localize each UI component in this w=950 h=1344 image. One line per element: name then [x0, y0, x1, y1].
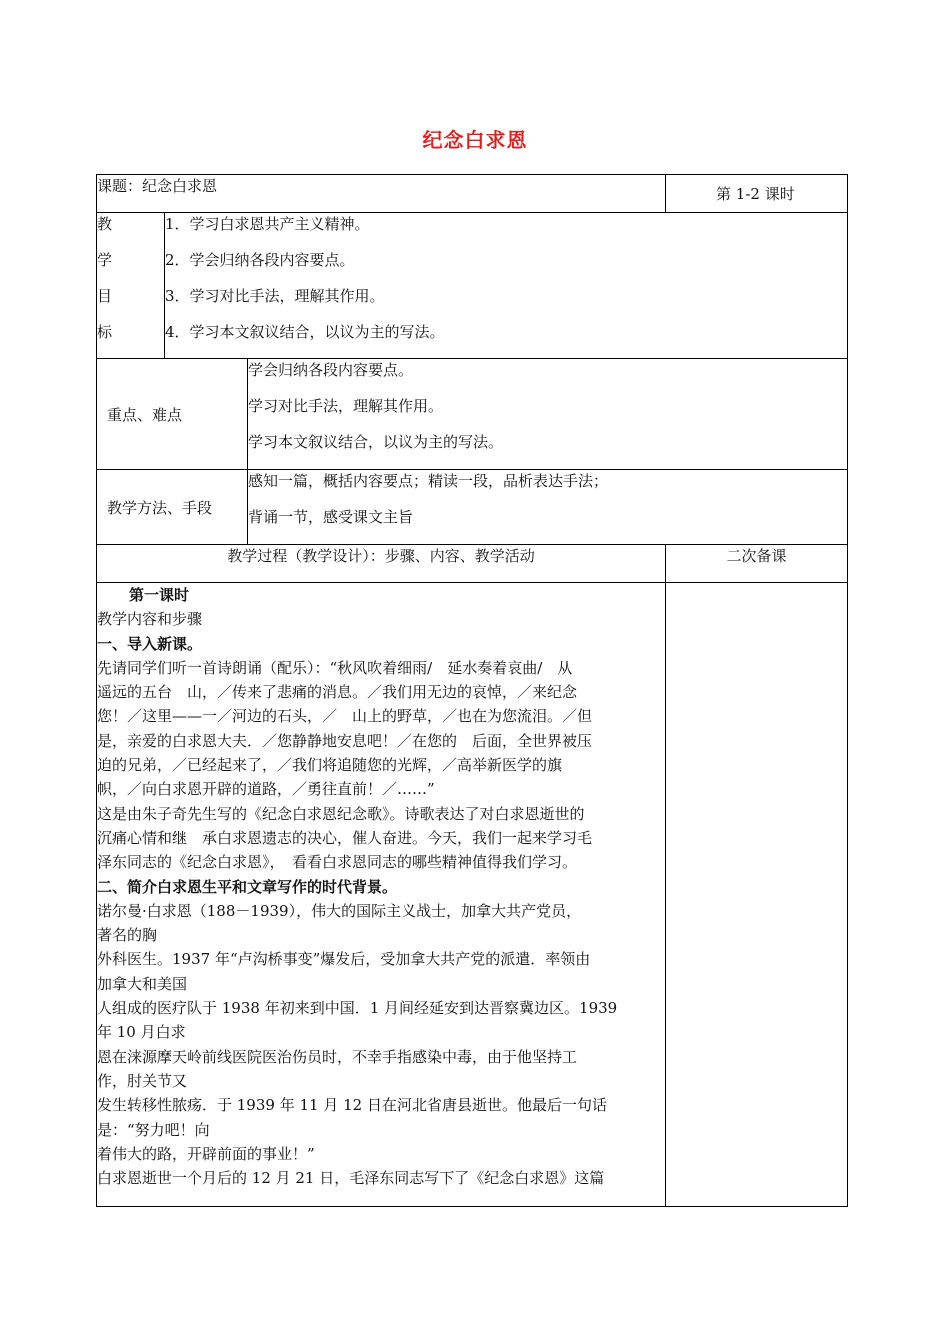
second-prep-cell — [666, 583, 848, 1207]
bio-line: 白求恩逝世一个月后的 12 月 21 日，毛泽东同志写下了《纪念白求恩》这篇 — [97, 1169, 605, 1188]
bio-line: 诺尔曼·白求恩（188－1939），伟大的国际主义战士，加拿大共产党员， — [97, 901, 582, 920]
poem-line: 先请同学们听一首诗朗诵（配乐）：“秋风吹着细雨/ 延水奏着哀曲/ 从 — [97, 658, 573, 677]
objective-item: 1．学习白求恩共产主义精神。 — [165, 215, 370, 233]
methods-label: 教学方法、手段 — [97, 470, 248, 544]
objectives-label — [97, 213, 165, 359]
intro-line: 沉痛心情和继 承白求恩遗志的决心，催人奋进。今天，我们一起来学习毛 — [97, 828, 593, 847]
key-points-cell — [97, 359, 848, 470]
methods-list — [248, 470, 848, 544]
section-heading: 二、简介白求恩生平和文章写作的时代背景。 — [97, 877, 398, 896]
process-header-row — [97, 545, 848, 583]
bio-line: 加拿大和美国 — [97, 974, 188, 993]
poem-line: 是，亲爱的白求恩大夫．／您静静地安息吧！／在您的 后面，全世界被压 — [97, 731, 593, 750]
intro-line: 泽东同志的《纪念白求恩》， 看看白求恩同志的哪些精神值得我们学习。 — [97, 853, 578, 872]
key-points-row — [97, 359, 848, 470]
page-title: 纪念白求恩 — [422, 128, 528, 152]
lesson-content-row — [97, 583, 848, 1207]
objectives-label-char: 标 — [97, 323, 113, 341]
poem-line: 帜，／向白求恩开辟的道路，／勇往直前！／……” — [97, 780, 435, 799]
intro-line: 这是由朱子奇先生写的《纪念白求恩纪念歌》。诗歌表达了对白求恩逝世的 — [97, 804, 585, 823]
methods-row — [97, 470, 848, 545]
bio-line: 着伟大的路，开辟前面的事业！” — [97, 1144, 315, 1163]
period-cell — [666, 175, 848, 213]
key-points-label: 重点、难点 — [97, 359, 248, 469]
topic-cell — [97, 175, 666, 213]
process-header: 教学过程（教学设计）：步骤、内容、教学活动 — [97, 545, 666, 583]
bio-line: 外科医生。1937 年“卢沟桥事变”爆发后，受加拿大共产党的派遣．率领由 — [97, 950, 591, 969]
bio-line: 作，肘关节又 — [97, 1071, 188, 1090]
objectives-row — [97, 213, 848, 359]
methods-line: 感知一篇，概括内容要点；精读一段，品析表达手法； — [248, 472, 609, 490]
key-point-item: 学会归纳各段内容要点。 — [248, 361, 414, 379]
objectives-label-char: 目 — [97, 287, 113, 305]
bio-line: 恩在涞源摩天岭前线医院医治伤员时，不幸手指感染中毒，由于他坚持工 — [97, 1047, 578, 1066]
bio-line: 发生转移性脓疡．于 1939 年 11 月 12 日在河北省唐县逝世。他最后一句话 — [97, 1096, 607, 1115]
objective-item: 2．学会归纳各段内容要点。 — [165, 251, 355, 269]
topic-row — [97, 175, 848, 213]
lesson-title: 第一课时 — [129, 586, 190, 604]
bio-line: 年 10 月白求 — [97, 1023, 186, 1042]
objectives-label-char: 学 — [97, 251, 113, 269]
bio-line: 人组成的医疗队于 1938 年初来到中国．1 月间经延安到达晋察冀边区。1939 — [97, 999, 618, 1018]
objective-item: 4．学习本文叙议结合，以议为主的写法。 — [165, 323, 445, 341]
second-prep-header: 二次备课 — [666, 545, 848, 583]
key-point-item: 学习本文叙议结合，以议为主的写法。 — [248, 433, 504, 451]
poem-line: 遥远的五台 山，／传来了悲痛的消息。／我们用无边的哀悼，／来纪念 — [97, 683, 578, 702]
topic-text: 课题：纪念白求恩 — [97, 177, 218, 195]
lesson-plan-table — [96, 174, 848, 1207]
bio-line: 著名的胸 — [97, 926, 158, 945]
lesson-subtitle: 教学内容和步骤 — [97, 610, 203, 629]
poem-line: 迫的兄弟，／已经起来了，／我们将追随您的光辉，／高举新医学的旗 — [97, 756, 563, 775]
lesson-content — [97, 583, 666, 1207]
objective-item: 3．学习对比手法，理解其作用。 — [165, 287, 385, 305]
methods-cell — [97, 470, 848, 545]
section-heading: 一、导入新课。 — [97, 634, 203, 653]
period-text: 第 1-2 课时 — [716, 185, 795, 203]
key-points-list — [248, 359, 848, 469]
objectives-label-char: 教 — [97, 215, 113, 233]
poem-line: 您！／这里——一／河边的石头，／ 山上的野草，／也在为您流泪。／但 — [97, 707, 593, 726]
objectives-list — [165, 213, 848, 359]
key-point-item: 学习对比手法，理解其作用。 — [248, 397, 444, 415]
bio-line: 是：“努力吧！向 — [97, 1120, 210, 1139]
methods-line: 背诵一节，感受课文主旨 — [248, 508, 414, 526]
